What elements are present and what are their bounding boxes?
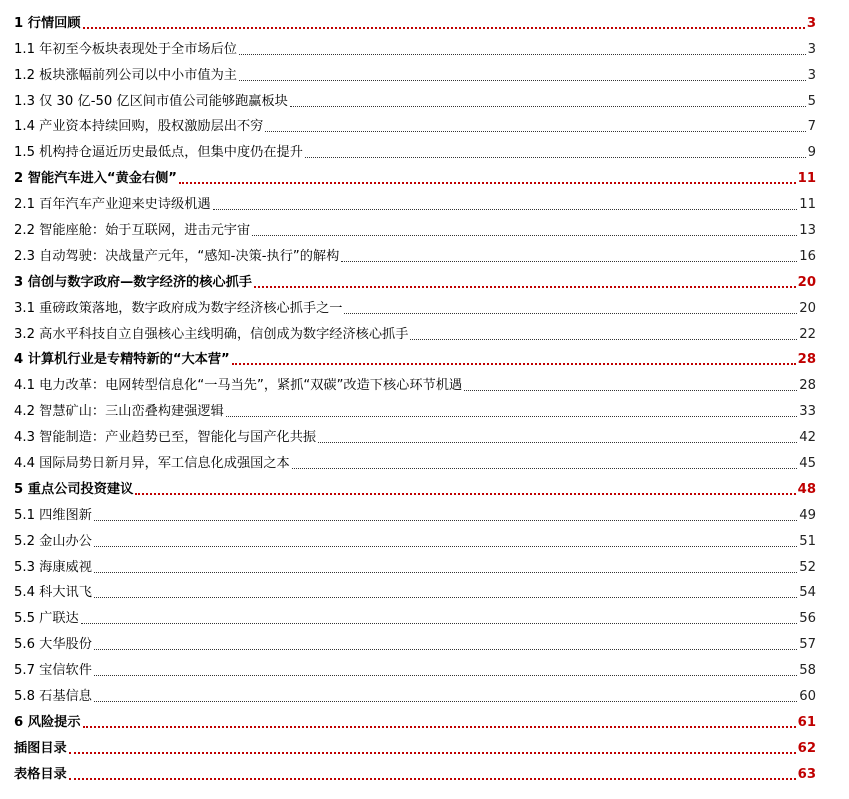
toc-entry-title: 5.2 金山办公 bbox=[14, 533, 92, 549]
toc-page-number: 58 bbox=[799, 663, 816, 679]
toc-entry-title: 表格目录 bbox=[14, 766, 67, 782]
dot-leader bbox=[254, 286, 796, 288]
toc-page-number: 52 bbox=[799, 559, 816, 575]
toc-entry-title: 5.3 海康威视 bbox=[14, 559, 92, 575]
toc-page-number: 33 bbox=[799, 404, 816, 420]
toc-entry-title: 1.1 年初至今板块表现处于全市场后位 bbox=[14, 41, 237, 57]
toc-subsection-entry[interactable] bbox=[14, 498, 816, 524]
toc-subsection-entry[interactable] bbox=[14, 110, 816, 136]
toc-entry-title: 4.1 电力改革：电网转型信息化“一马当先”，紧抓“双碳”改造下核心环节机遇 bbox=[14, 378, 463, 394]
dot-leader bbox=[179, 182, 796, 184]
toc-page-number: 11 bbox=[797, 171, 816, 187]
toc-entry-title: 4 计算机行业是专精特新的“大本营” bbox=[14, 352, 230, 368]
dot-leader bbox=[305, 157, 806, 158]
toc-section-entry[interactable] bbox=[14, 731, 816, 757]
toc-page-number: 57 bbox=[799, 637, 816, 653]
toc-page-number: 3 bbox=[806, 15, 816, 31]
toc-page-number: 22 bbox=[799, 326, 816, 342]
toc-page-number: 16 bbox=[799, 248, 816, 264]
toc-subsection-entry[interactable] bbox=[14, 627, 816, 653]
toc-page-number: 42 bbox=[799, 430, 816, 446]
toc-page-number: 3 bbox=[807, 67, 816, 83]
dot-leader bbox=[226, 416, 797, 417]
toc-subsection-entry[interactable] bbox=[14, 135, 816, 161]
toc-entry-title: 4.4 国际局势日新月异，军工信息化成强国之本 bbox=[14, 456, 290, 472]
toc-subsection-entry[interactable] bbox=[14, 601, 816, 627]
dot-leader bbox=[94, 701, 797, 702]
toc-entry-title: 5 重点公司投资建议 bbox=[14, 481, 134, 497]
toc-subsection-entry[interactable] bbox=[14, 239, 816, 265]
toc-entry-title: 2 智能汽车进入“黄金右侧” bbox=[14, 171, 177, 187]
toc-section-entry[interactable] bbox=[14, 705, 816, 731]
toc-page-number: 54 bbox=[799, 585, 816, 601]
toc-entry-title: 6 风险提示 bbox=[14, 714, 81, 730]
toc-entry-title: 3.1 重磅政策落地，数字政府成为数字经济核心抓手之一 bbox=[14, 300, 343, 316]
toc-page-number: 20 bbox=[799, 300, 816, 316]
dot-leader bbox=[239, 80, 806, 81]
dot-leader bbox=[344, 313, 797, 314]
toc-subsection-entry[interactable] bbox=[14, 213, 816, 239]
dot-leader bbox=[94, 520, 797, 521]
toc-page-number: 7 bbox=[807, 119, 816, 135]
toc-entry-title: 5.1 四维图新 bbox=[14, 507, 92, 523]
dot-leader bbox=[94, 572, 797, 573]
dot-leader bbox=[341, 261, 797, 262]
toc-page-number: 28 bbox=[799, 378, 816, 394]
toc-entry-title: 1.4 产业资本持续回购，股权激励层出不穷 bbox=[14, 119, 264, 135]
dot-leader bbox=[94, 597, 797, 598]
toc-page-number: 28 bbox=[797, 352, 816, 368]
dot-leader bbox=[81, 623, 797, 624]
toc-page-number: 3 bbox=[807, 41, 816, 57]
table-of-contents bbox=[14, 6, 816, 783]
dot-leader bbox=[135, 493, 795, 495]
toc-page-number: 5 bbox=[807, 93, 816, 109]
dot-leader bbox=[292, 468, 797, 469]
dot-leader bbox=[69, 778, 796, 780]
toc-entry-title: 1.3 仅 30 亿-50 亿区间市值公司能够跑赢板块 bbox=[14, 93, 288, 109]
toc-subsection-entry[interactable] bbox=[14, 84, 816, 110]
toc-subsection-entry[interactable] bbox=[14, 187, 816, 213]
toc-entry-title: 4.3 智能制造：产业趋势已至，智能化与国产化共振 bbox=[14, 430, 317, 446]
toc-subsection-entry[interactable] bbox=[14, 291, 816, 317]
dot-leader bbox=[318, 442, 797, 443]
dot-leader bbox=[94, 675, 797, 676]
toc-entry-title: 3.2 高水平科技自立自强核心主线明确，信创成为数字经济核心抓手 bbox=[14, 326, 409, 342]
toc-entry-title: 1 行情回顾 bbox=[14, 15, 81, 31]
toc-entry-title: 4.2 智慧矿山：三山峦叠构建强逻辑 bbox=[14, 404, 224, 420]
toc-page-number: 61 bbox=[797, 714, 816, 730]
toc-subsection-entry[interactable] bbox=[14, 653, 816, 679]
toc-page-number: 9 bbox=[807, 145, 816, 161]
toc-entry-title: 5.7 宝信软件 bbox=[14, 663, 92, 679]
toc-section-entry[interactable] bbox=[14, 343, 816, 369]
toc-subsection-entry[interactable] bbox=[14, 524, 816, 550]
toc-page-number: 45 bbox=[799, 456, 816, 472]
toc-entry-title: 2.2 智能座舱：始于互联网，进击元宇宙 bbox=[14, 223, 251, 239]
dot-leader bbox=[410, 339, 797, 340]
toc-entry-title: 1.2 板块涨幅前列公司以中小市值为主 bbox=[14, 67, 237, 83]
toc-page-number: 51 bbox=[799, 533, 816, 549]
toc-entry-title: 插图目录 bbox=[14, 740, 67, 756]
toc-subsection-entry[interactable] bbox=[14, 58, 816, 84]
dot-leader bbox=[265, 131, 805, 132]
toc-subsection-entry[interactable] bbox=[14, 550, 816, 576]
toc-page-number: 48 bbox=[797, 481, 816, 497]
toc-subsection-entry[interactable] bbox=[14, 446, 816, 472]
toc-section-entry[interactable] bbox=[14, 6, 816, 32]
toc-page-number: 56 bbox=[799, 611, 816, 627]
toc-page-number: 63 bbox=[797, 766, 816, 782]
toc-subsection-entry[interactable] bbox=[14, 32, 816, 58]
dot-leader bbox=[232, 363, 796, 365]
toc-entry-title: 1.5 机构持仓逼近历史最低点，但集中度仍在提升 bbox=[14, 145, 303, 161]
toc-entry-title: 3 信创与数字政府—数字经济的核心抓手 bbox=[14, 274, 252, 290]
toc-page-number: 13 bbox=[799, 223, 816, 239]
dot-leader bbox=[239, 54, 806, 55]
toc-page-number: 20 bbox=[797, 274, 816, 290]
toc-subsection-entry[interactable] bbox=[14, 368, 816, 394]
toc-section-entry[interactable] bbox=[14, 265, 816, 291]
dot-leader bbox=[252, 235, 797, 236]
toc-page-number: 60 bbox=[799, 689, 816, 705]
toc-section-entry[interactable] bbox=[14, 472, 816, 498]
toc-entry-title: 5.4 科大讯飞 bbox=[14, 585, 92, 601]
dot-leader bbox=[94, 546, 797, 547]
toc-entry-title: 5.5 广联达 bbox=[14, 611, 79, 627]
toc-page-number: 11 bbox=[799, 197, 816, 213]
toc-section-entry[interactable] bbox=[14, 757, 816, 783]
toc-subsection-entry[interactable] bbox=[14, 317, 816, 343]
dot-leader bbox=[290, 106, 806, 107]
toc-entry-title: 5.6 大华股份 bbox=[14, 637, 92, 653]
toc-entry-title: 2.3 自动驾驶：决战量产元年，“感知-决策-执行”的解构 bbox=[14, 248, 340, 264]
toc-page-number: 62 bbox=[797, 740, 816, 756]
toc-page-number: 49 bbox=[799, 507, 816, 523]
toc-subsection-entry[interactable] bbox=[14, 576, 816, 602]
dot-leader bbox=[213, 209, 798, 210]
dot-leader bbox=[464, 390, 797, 391]
toc-section-entry[interactable] bbox=[14, 161, 816, 187]
toc-subsection-entry[interactable] bbox=[14, 420, 816, 446]
toc-subsection-entry[interactable] bbox=[14, 679, 816, 705]
toc-entry-title: 5.8 石基信息 bbox=[14, 689, 92, 705]
dot-leader bbox=[69, 752, 796, 754]
toc-subsection-entry[interactable] bbox=[14, 394, 816, 420]
dot-leader bbox=[94, 649, 797, 650]
toc-entry-title: 2.1 百年汽车产业迎来史诗级机遇 bbox=[14, 197, 211, 213]
dot-leader bbox=[83, 27, 805, 29]
dot-leader bbox=[83, 726, 796, 728]
